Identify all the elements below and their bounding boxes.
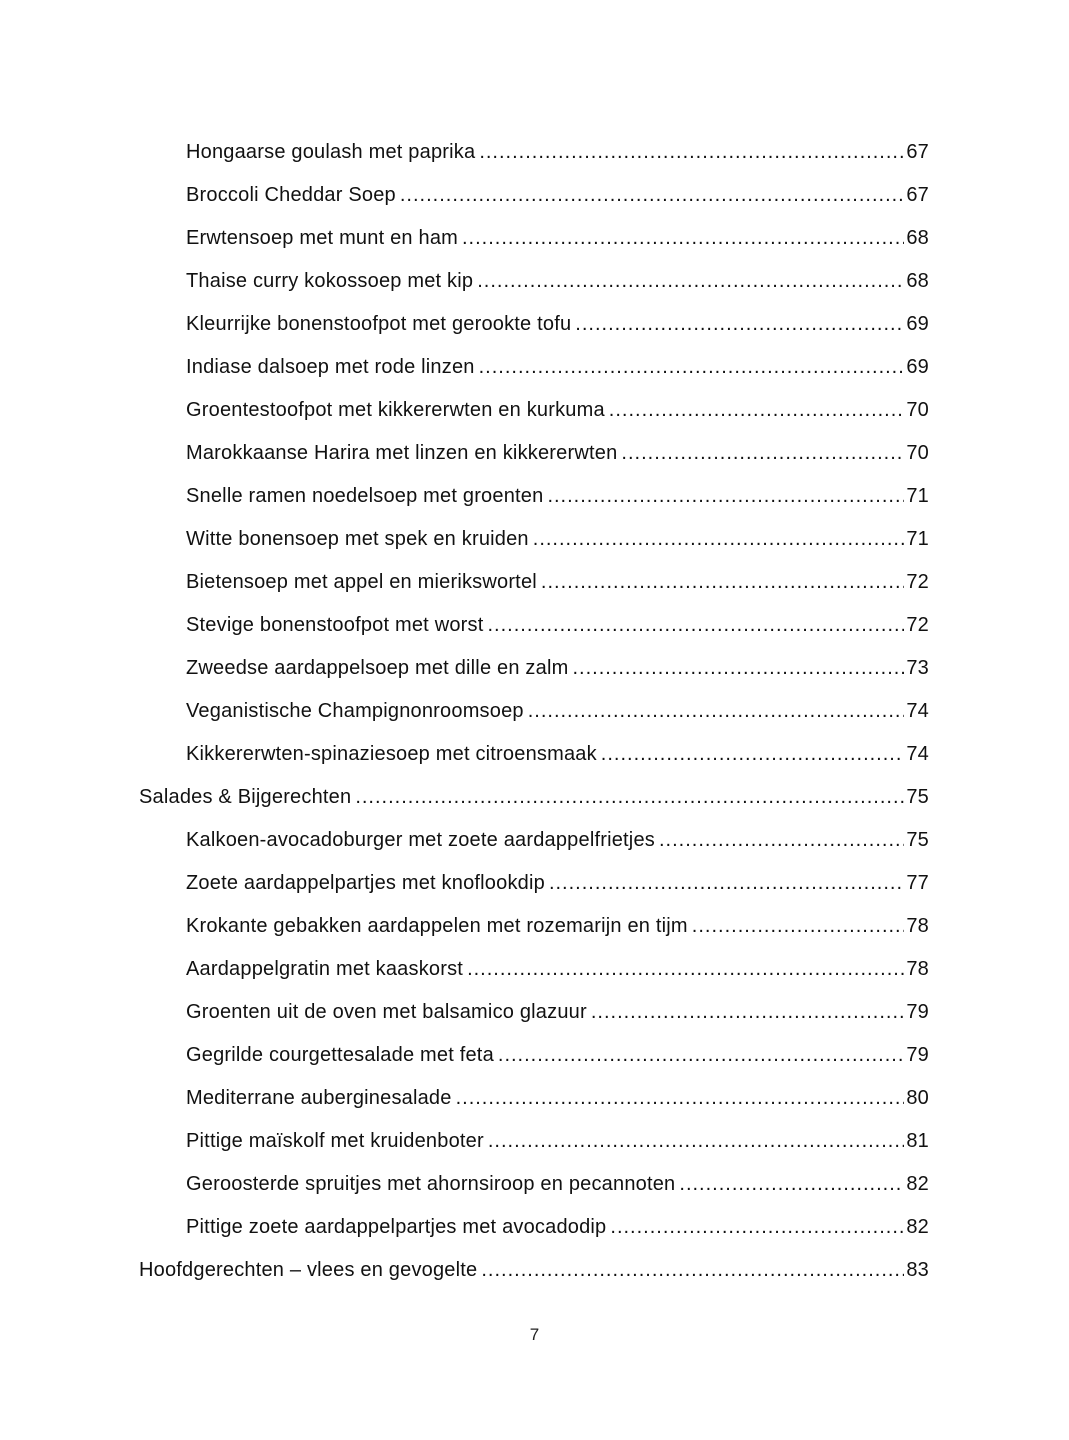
toc-entry-title: Hoofdgerechten – vlees en gevogelte: [139, 1259, 478, 1281]
toc-entry-title: Witte bonensoep met spek en kruiden: [186, 528, 529, 550]
toc-entry-title: Thaise curry kokossoep met kip: [186, 270, 474, 292]
toc-entry-title: Broccoli Cheddar Soep: [186, 184, 396, 206]
toc-entry[interactable]: [139, 991, 929, 1034]
toc-entry-title: Kalkoen-avocadoburger met zoete aardappelfrietjes: [186, 829, 655, 851]
toc-chapter-entry[interactable]: [139, 1249, 929, 1292]
toc-entry-page: 70: [906, 399, 929, 421]
dot-leader: [541, 561, 904, 604]
dot-leader: [549, 862, 904, 905]
dot-leader: [610, 1206, 904, 1249]
toc-entry-page: 79: [906, 1001, 929, 1023]
toc-entry-page: 69: [906, 356, 929, 378]
toc-entry-page: 83: [906, 1259, 929, 1281]
toc-entry-title: Gegrilde courgettesalade met feta: [186, 1044, 494, 1066]
toc-entry-page: 79: [906, 1044, 929, 1066]
toc-entry-page: 70: [906, 442, 929, 464]
dot-leader: [467, 948, 904, 991]
toc-entry-title: Pittige zoete aardappelpartjes met avocadodip: [186, 1216, 607, 1238]
toc-entry-title: Kikkererwten-spinaziesoep met citroensmaak: [186, 743, 597, 765]
dot-leader: [659, 819, 904, 862]
toc-entry-title: Groentestoofpot met kikkererwten en kurkuma: [186, 399, 605, 421]
toc-entry-page: 78: [906, 915, 929, 937]
toc-entry[interactable]: [139, 604, 929, 647]
toc-entry[interactable]: [139, 1077, 929, 1120]
toc-entry-page: 81: [906, 1130, 929, 1152]
dot-leader: [533, 518, 905, 561]
toc-entry-title: Zweedse aardappelsoep met dille en zalm: [186, 657, 569, 679]
toc-entry[interactable]: [139, 475, 929, 518]
toc-entry-title: Snelle ramen noedelsoep met groenten: [186, 485, 544, 507]
toc-entry-title: Krokante gebakken aardappelen met rozemarijn en tijm: [186, 915, 688, 937]
toc-entry-page: 72: [906, 571, 929, 593]
dot-leader: [621, 432, 904, 475]
dot-leader: [488, 1120, 905, 1163]
toc-entry[interactable]: [139, 174, 929, 217]
toc-entry[interactable]: [139, 1163, 929, 1206]
toc-entry[interactable]: [139, 131, 929, 174]
toc-entry[interactable]: [139, 389, 929, 432]
toc-entry[interactable]: [139, 303, 929, 346]
dot-leader: [601, 733, 905, 776]
toc-entry-page: 72: [906, 614, 929, 636]
dot-leader: [481, 1249, 904, 1292]
toc-entry-title: Geroosterde spruitjes met ahornsiroop en pecannoten: [186, 1173, 676, 1195]
toc-entry-title: Mediterrane auberginesalade: [186, 1087, 452, 1109]
toc-entry[interactable]: [139, 1206, 929, 1249]
toc-entry-page: 68: [906, 270, 929, 292]
toc-entry-page: 67: [906, 184, 929, 206]
toc-entry-page: 75: [906, 829, 929, 851]
dot-leader: [355, 776, 904, 819]
toc-entry[interactable]: [139, 690, 929, 733]
dot-leader: [679, 1163, 904, 1206]
toc-entry-page: 68: [906, 227, 929, 249]
toc-entry-title: Aardappelgratin met kaaskorst: [186, 958, 464, 980]
toc-entry-page: 78: [906, 958, 929, 980]
page-number: 7: [529, 1325, 540, 1344]
toc-entry[interactable]: [139, 948, 929, 991]
toc-entry-page: 73: [906, 657, 929, 679]
toc-entry-title: Stevige bonenstoofpot met worst: [186, 614, 484, 636]
dot-leader: [575, 303, 904, 346]
toc-entry-title: Zoete aardappelpartjes met knoflookdip: [186, 872, 545, 894]
toc-entry[interactable]: [139, 647, 929, 690]
toc-entry[interactable]: [139, 346, 929, 389]
dot-leader: [479, 346, 905, 389]
toc-entry[interactable]: [139, 1120, 929, 1163]
dot-leader: [572, 647, 904, 690]
dot-leader: [528, 690, 905, 733]
dot-leader: [487, 604, 904, 647]
toc-entry-page: 82: [906, 1173, 929, 1195]
toc-entry-title: Bietensoep met appel en mierikswortel: [186, 571, 537, 593]
toc-entry-title: Groenten uit de oven met balsamico glazuur: [186, 1001, 587, 1023]
toc-entry[interactable]: [139, 260, 929, 303]
dot-leader: [462, 217, 904, 260]
toc-entry-page: 77: [906, 872, 929, 894]
toc-entry-title: Erwtensoep met munt en ham: [186, 227, 458, 249]
toc-entry[interactable]: [139, 819, 929, 862]
toc-entry-title: Pittige maïskolf met kruidenboter: [186, 1130, 484, 1152]
toc-entry-page: 74: [906, 743, 929, 765]
toc-entry-page: 67: [906, 141, 929, 163]
toc-entry-title: Marokkaanse Harira met linzen en kikkererwten: [186, 442, 618, 464]
toc-entry[interactable]: [139, 432, 929, 475]
toc-entry[interactable]: [139, 518, 929, 561]
toc-entry-page: 74: [906, 700, 929, 722]
dot-leader: [477, 260, 904, 303]
dot-leader: [692, 905, 905, 948]
dot-leader: [609, 389, 905, 432]
toc-entry-title: Veganistische Champignonroomsoep: [186, 700, 524, 722]
dot-leader: [479, 131, 904, 174]
toc-chapter-entry[interactable]: [139, 776, 929, 819]
dot-leader: [400, 174, 904, 217]
toc-entry[interactable]: [139, 862, 929, 905]
toc-entry-page: 75: [906, 786, 929, 808]
table-of-contents: [139, 131, 929, 1292]
toc-entry-title: Hongaarse goulash met paprika: [186, 141, 476, 163]
toc-entry[interactable]: [139, 217, 929, 260]
toc-entry-title: Kleurrijke bonenstoofpot met gerookte tofu: [186, 313, 572, 335]
dot-leader: [591, 991, 905, 1034]
toc-entry[interactable]: [139, 905, 929, 948]
dot-leader: [456, 1077, 905, 1120]
toc-entry[interactable]: [139, 1034, 929, 1077]
toc-entry-page: 71: [906, 528, 929, 550]
toc-entry[interactable]: [139, 733, 929, 776]
toc-entry-page: 80: [906, 1087, 929, 1109]
toc-entry-page: 82: [906, 1216, 929, 1238]
toc-entry-title: Salades & Bijgerechten: [139, 786, 352, 808]
dot-leader: [547, 475, 904, 518]
dot-leader: [498, 1034, 904, 1077]
toc-entry-page: 69: [906, 313, 929, 335]
toc-entry-page: 71: [906, 485, 929, 507]
toc-entry-title: Indiase dalsoep met rode linzen: [186, 356, 475, 378]
toc-entry[interactable]: [139, 561, 929, 604]
